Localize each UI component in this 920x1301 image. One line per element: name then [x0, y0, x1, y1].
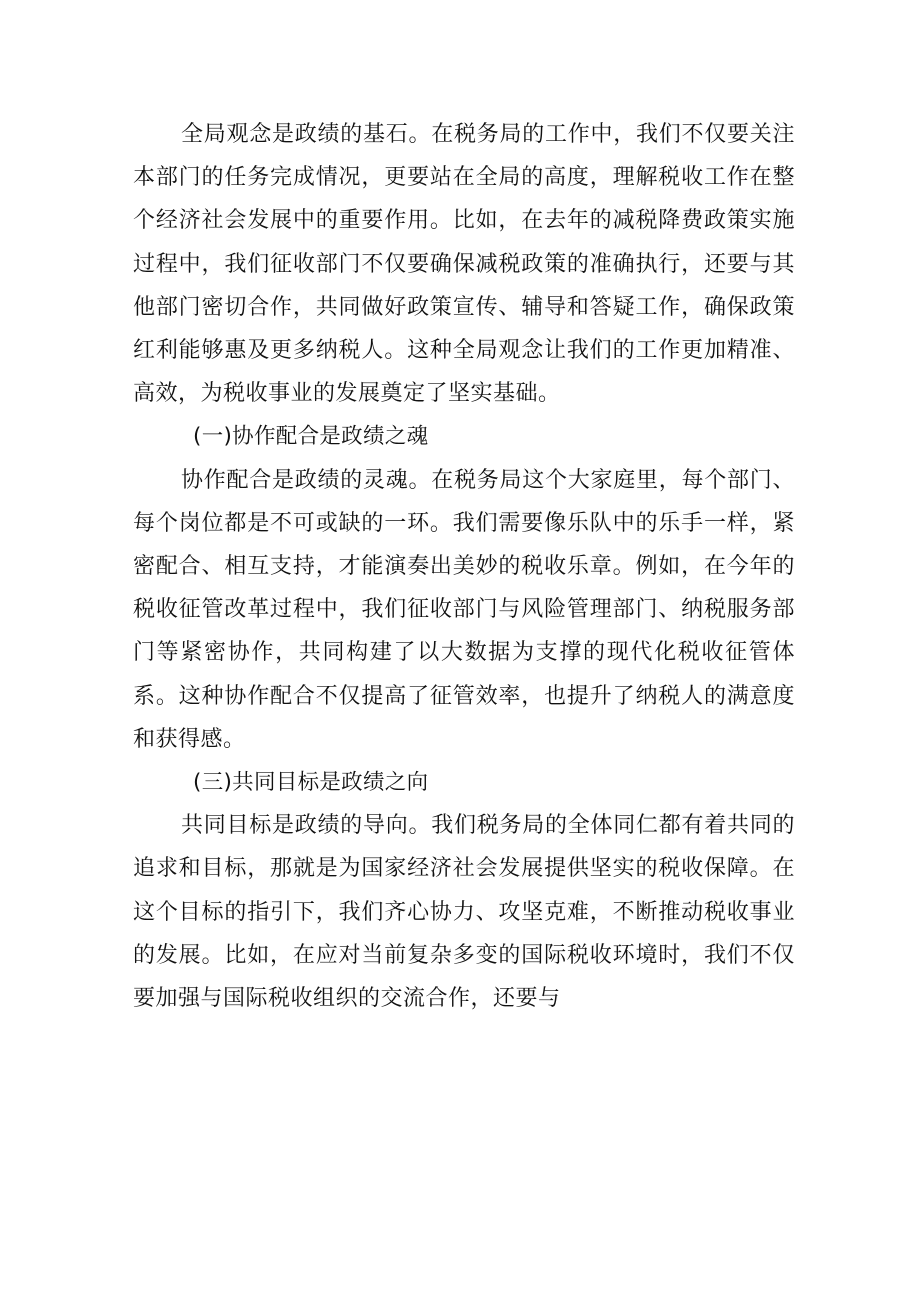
paragraph-common-goal: 共同目标是政绩的导向。我们税务局的全体同仁都有着共同的追求和目标，那就是为国家经济社会发展提供坚实的税收保障。在这个目标的指引下，我们齐心协力、攻坚克难，不断推动税收事业的发展。比如，在应对当前复杂多变的国际税收环境时，我们不仅要加强与国际税收组织的交流合作，还要与 — [133, 813, 795, 1012]
document-body — [133, 113, 795, 1020]
paragraph-cooperation: 协作配合是政绩的灵魂。在税务局这个大家庭里，每个部门、每个岗位都是不可或缺的一环。我们需要像乐队中的乐手一样，紧密配合、相互支持，才能演奏出美妙的税收乐章。例如，在今年的税收征管改革过程中，我们征收部门与风险管理部门、纳税服务部门等紧密协作，共同构建了以大数据为支撑的现代化税收征管体系。这种协作配合不仅提高了征管效率，也提升了纳税人的满意度和获得感。 — [133, 467, 795, 752]
section-heading-common-goal: (三)共同目标是政绩之向 — [193, 770, 429, 796]
paragraph-global-view: 全局观念是政绩的基石。在税务局的工作中，我们不仅要关注本部门的任务完成情况，更要站在全局的高度，理解税收工作在整个经济社会发展中的重要作用。比如，在去年的减税降费政策实施过程中，我们征收部门不仅要确保减税政策的准确执行，还要与其他部门密切合作，共同做好政策宣传、辅导和答疑工作，确保政策红利能够惠及更多纳税人。这种全局观念让我们的工作更加精准、高效，为税收事业的发展奠定了坚实基础。 — [133, 122, 795, 407]
section-heading-cooperation: (一)协作配合是政绩之魂 — [193, 424, 429, 450]
